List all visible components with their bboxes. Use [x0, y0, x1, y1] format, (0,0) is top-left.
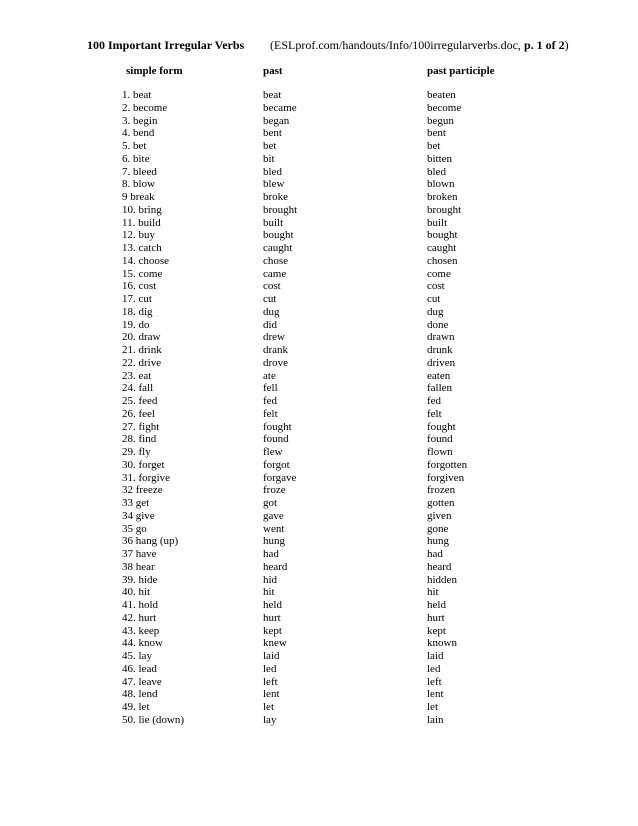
verb-past-participle: left: [427, 675, 442, 688]
verb-simple-form: 48. lend: [122, 688, 158, 701]
verb-past-participle: fed: [427, 395, 442, 407]
verb-past-participle: driven: [427, 356, 456, 369]
verb-past-participle: built: [427, 216, 448, 229]
table-row: [0, 357, 638, 370]
verb-past-participle: hurt: [427, 611, 445, 624]
verb-past: hid: [263, 573, 278, 586]
verb-past: had: [263, 548, 279, 560]
verb-simple-form: 21. drink: [122, 344, 162, 356]
verb-past-participle: gotten: [427, 497, 455, 509]
table-row: [0, 472, 638, 485]
table-row: [0, 625, 638, 638]
verb-past: let: [263, 701, 274, 713]
verb-simple-form: 12. buy: [122, 229, 155, 242]
verb-past-participle: frozen: [427, 484, 456, 497]
column-header-simple-form: simple form: [126, 65, 183, 77]
verb-past: beat: [263, 89, 282, 101]
verb-simple-form: 25. feed: [122, 395, 158, 407]
verb-past: drank: [263, 344, 289, 356]
verb-past-participle: gone: [427, 522, 449, 535]
verb-simple-form: 41. hold: [122, 599, 159, 611]
table-row: [0, 599, 638, 612]
table-row: [0, 484, 638, 497]
verb-past: brought: [263, 203, 298, 216]
source-suffix: ): [564, 38, 569, 52]
table-row: [0, 574, 638, 587]
verb-simple-form: 24. fall: [122, 382, 154, 395]
verb-past: drove: [263, 356, 289, 369]
verb-simple-form: 42. hurt: [122, 611, 157, 624]
source-prefix: (ESLprof.com/handouts/Info/100irregularverbs.doc,: [270, 38, 524, 52]
verb-past-participle: fought: [427, 420, 456, 433]
verb-simple-form: 2. become: [122, 101, 168, 114]
table-row: [0, 217, 638, 230]
verb-simple-form: 20. draw: [122, 331, 161, 344]
verb-past: fed: [263, 395, 278, 407]
verb-past-participle: felt: [427, 407, 442, 420]
verb-simple-form: 28. find: [122, 433, 157, 446]
verb-past: built: [263, 216, 284, 229]
verb-past-participle: held: [427, 599, 446, 611]
verb-simple-form: 49. let: [122, 701, 150, 713]
verb-past-participle: fallen: [427, 382, 453, 395]
verb-past: blew: [263, 178, 285, 191]
table-row: [0, 548, 638, 561]
verb-simple-form: 11. build: [122, 216, 161, 229]
table-row: [0, 166, 638, 179]
verb-past-participle: become: [427, 101, 462, 114]
table-row: [0, 523, 638, 536]
verb-past-participle: brought: [427, 203, 462, 216]
table-row: [0, 561, 638, 574]
verb-past-participle: lain: [427, 713, 444, 726]
table-row: [0, 612, 638, 625]
verb-past: bled: [263, 165, 282, 178]
verb-past-participle: dug: [427, 305, 444, 318]
table-row: [0, 535, 638, 548]
verb-past-participle: forgotten: [427, 458, 468, 471]
table-row: [0, 497, 638, 510]
verb-simple-form: 18. dig: [122, 305, 153, 318]
verb-simple-form: 50. lie (down): [122, 713, 185, 726]
table-row: [0, 102, 638, 115]
verb-past-participle: hidden: [427, 573, 457, 586]
verb-past-participle: laid: [427, 650, 444, 662]
verb-simple-form: 5. bet: [122, 140, 147, 152]
verb-past: bit: [263, 152, 275, 165]
verb-past: hurt: [263, 611, 281, 624]
verb-simple-form: 35 go: [122, 522, 147, 535]
table-row: [0, 676, 638, 689]
table-row: [0, 395, 638, 408]
table-row: [0, 688, 638, 701]
verb-past-participle: cost: [427, 280, 445, 293]
verb-simple-form: 23. eat: [122, 369, 152, 382]
verb-simple-form: 33 get: [122, 497, 150, 509]
verb-past: held: [263, 599, 282, 611]
verb-simple-form: 15. come: [122, 267, 163, 280]
verb-past: fell: [263, 382, 278, 395]
verb-past-participle: beaten: [427, 89, 456, 101]
table-row: [0, 382, 638, 395]
verb-past: laid: [263, 650, 280, 662]
verb-past: flew: [263, 446, 283, 458]
verb-simple-form: 31. forgive: [122, 471, 171, 484]
verb-simple-form: 46. lead: [122, 662, 157, 675]
verb-past-participle: heard: [427, 560, 452, 573]
verb-past-participle: kept: [427, 624, 446, 637]
table-row: [0, 446, 638, 459]
table-row: [0, 191, 638, 204]
verb-past: bent: [263, 127, 282, 140]
table-row: [0, 459, 638, 472]
verb-simple-form: 3. begin: [122, 114, 158, 127]
verb-past: came: [263, 267, 287, 280]
verb-past: hit: [263, 586, 275, 599]
verb-simple-form: 10. bring: [122, 203, 162, 216]
verb-simple-form: 22. drive: [122, 356, 162, 369]
verb-past: bought: [263, 229, 294, 242]
verb-simple-form: 8. blow: [122, 178, 155, 191]
verb-simple-form: 39. hide: [122, 573, 158, 586]
verb-past: left: [263, 675, 278, 688]
verb-past-participle: found: [427, 433, 453, 446]
verb-past: froze: [263, 484, 286, 497]
table-row: [0, 370, 638, 383]
verb-simple-form: 47. leave: [122, 675, 162, 688]
verb-simple-form: 1. beat: [122, 89, 152, 101]
verb-past-participle: eaten: [427, 369, 451, 382]
table-row: [0, 586, 638, 599]
document-source: [270, 38, 569, 53]
verb-past-participle: cut: [427, 293, 441, 305]
verb-past: cut: [263, 293, 277, 305]
verb-past-participle: bent: [427, 127, 446, 140]
table-row: [0, 421, 638, 434]
verb-past: began: [263, 114, 290, 127]
table-row: [0, 714, 638, 727]
verb-past-participle: hit: [427, 586, 439, 599]
verb-past-participle: given: [427, 509, 452, 522]
verb-past: kept: [263, 624, 282, 637]
verb-past: got: [263, 497, 278, 509]
table-row: [0, 408, 638, 421]
table-row: [0, 433, 638, 446]
verb-past: forgave: [263, 471, 297, 484]
verb-past-participle: caught: [427, 242, 457, 254]
verb-past-participle: forgiven: [427, 471, 465, 484]
verb-past: did: [263, 318, 278, 331]
verb-past: broke: [263, 191, 289, 203]
table-row: [0, 127, 638, 140]
verb-simple-form: 40. hit: [122, 586, 151, 599]
table-row: [0, 204, 638, 217]
verb-past: went: [263, 522, 285, 535]
verb-simple-form: 26. feel: [122, 407, 155, 420]
table-row: [0, 178, 638, 191]
verb-simple-form: 45. lay: [122, 650, 152, 662]
table-row: [0, 306, 638, 319]
verb-simple-form: 44. know: [122, 637, 163, 650]
table-row: [0, 255, 638, 268]
verb-past: gave: [263, 509, 284, 522]
verb-simple-form: 19. do: [122, 318, 150, 331]
table-row: [0, 650, 638, 663]
verb-simple-form: 30. forget: [122, 458, 165, 471]
table-row: [0, 344, 638, 357]
verb-past-participle: blown: [427, 178, 455, 191]
table-row: [0, 268, 638, 281]
verb-simple-form: 32 freeze: [122, 484, 163, 497]
verb-past-participle: bought: [427, 229, 458, 242]
document-title: 100 Important Irregular Verbs: [87, 38, 245, 52]
table-row: [0, 280, 638, 293]
verb-past-participle: drawn: [427, 331, 455, 344]
verb-past-participle: bled: [427, 165, 446, 178]
verb-table: [0, 89, 638, 727]
table-row: [0, 89, 638, 102]
verb-simple-form: 16. cost: [122, 280, 157, 293]
verb-simple-form: 37 have: [122, 548, 157, 560]
verb-past: bet: [263, 140, 277, 152]
verb-past: became: [263, 101, 297, 114]
verb-past-participle: begun: [427, 114, 454, 127]
verb-simple-form: 14. choose: [122, 254, 170, 267]
table-row: [0, 229, 638, 242]
table-row: [0, 115, 638, 128]
verb-simple-form: 4. bend: [122, 127, 155, 140]
verb-past: knew: [263, 637, 287, 650]
verb-past: ate: [263, 369, 276, 382]
table-row: [0, 663, 638, 676]
verb-past-participle: come: [427, 267, 451, 280]
verb-past: hung: [263, 535, 285, 548]
verb-past-participle: done: [427, 318, 449, 331]
verb-past: drew: [263, 331, 285, 344]
verb-past: caught: [263, 242, 293, 254]
verb-simple-form: 13. catch: [122, 242, 162, 254]
verb-past-participle: led: [427, 662, 441, 675]
verb-past: cost: [263, 280, 281, 293]
verb-past: lent: [263, 688, 280, 701]
page-label: p. 1 of 2: [523, 38, 565, 52]
table-row: [0, 153, 638, 166]
verb-past: lay: [263, 713, 277, 726]
verb-simple-form: 34 give: [122, 509, 155, 522]
table-row: [0, 140, 638, 153]
verb-past: forgot: [263, 458, 290, 471]
table-row: [0, 510, 638, 523]
table-row: [0, 701, 638, 714]
verb-past: chose: [263, 254, 289, 267]
verb-past-participle: chosen: [427, 254, 458, 267]
verb-simple-form: 7. bleed: [122, 165, 157, 178]
column-header-past: past: [263, 65, 283, 77]
verb-simple-form: 29. fly: [122, 446, 151, 458]
table-row: [0, 331, 638, 344]
verb-past-participle: bitten: [427, 152, 453, 165]
table-row: [0, 319, 638, 332]
verb-simple-form: 17. cut: [122, 293, 152, 305]
verb-past: fought: [263, 420, 292, 433]
verb-past-participle: flown: [427, 446, 453, 458]
verb-past-participle: broken: [427, 191, 458, 203]
verb-simple-form: 6. bite: [122, 152, 150, 165]
verb-past-participle: let: [427, 701, 438, 713]
table-row: [0, 293, 638, 306]
verb-past-participle: known: [427, 637, 457, 650]
verb-past: found: [263, 433, 289, 446]
verb-simple-form: 9 break: [122, 191, 155, 203]
verb-past: heard: [263, 560, 288, 573]
verb-past-participle: hung: [427, 535, 449, 548]
verb-simple-form: 36 hang (up): [122, 535, 179, 548]
verb-past: felt: [263, 407, 278, 420]
verb-simple-form: 38 hear: [122, 560, 155, 573]
verb-simple-form: 43. keep: [122, 624, 160, 637]
verb-past-participle: drunk: [427, 344, 453, 356]
verb-past-participle: bet: [427, 140, 441, 152]
verb-past: dug: [263, 305, 280, 318]
verb-past: led: [263, 662, 277, 675]
table-row: [0, 242, 638, 255]
column-header-past-participle: past participle: [427, 65, 495, 77]
verb-past-participle: had: [427, 548, 443, 560]
table-row: [0, 637, 638, 650]
verb-past-participle: lent: [427, 688, 444, 701]
verb-simple-form: 27. fight: [122, 420, 160, 433]
